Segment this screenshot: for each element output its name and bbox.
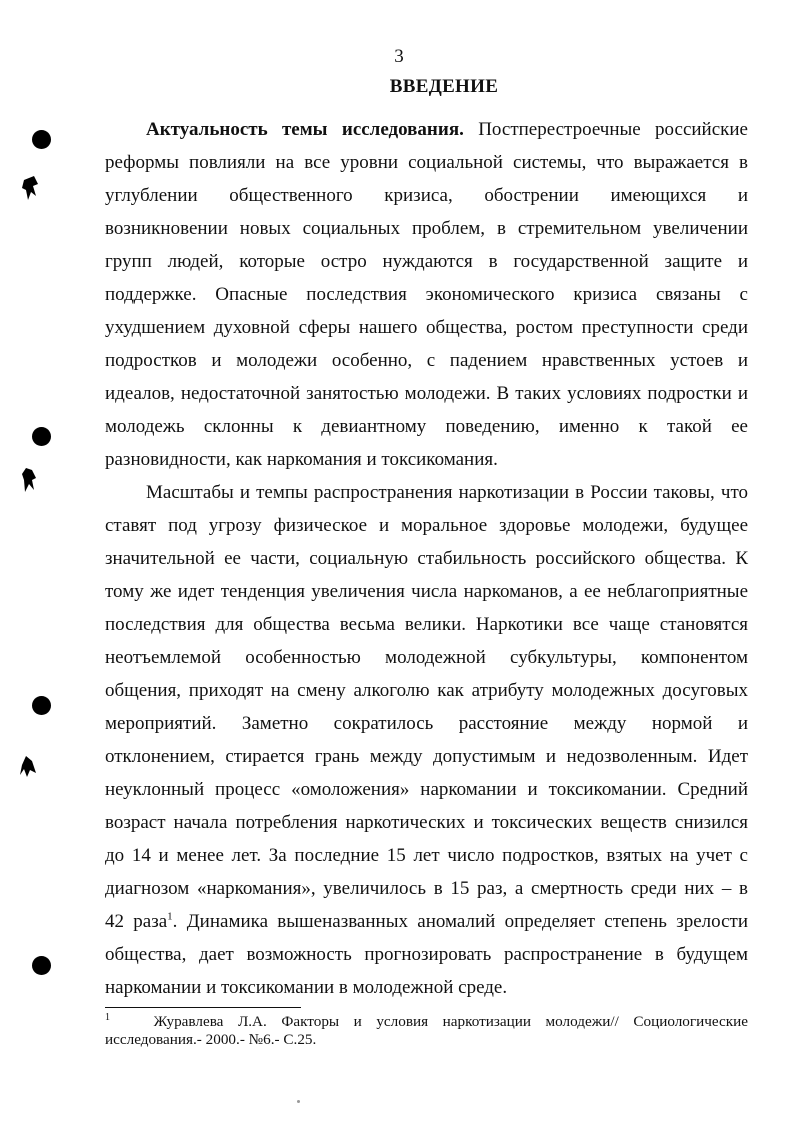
binding-hole-mark <box>32 956 51 975</box>
footnote-marker: 1 <box>105 1011 110 1023</box>
paragraph-line: подростков и молодежи особенно, с падением нравственных устоев и <box>105 350 748 371</box>
scan-speck <box>297 1100 300 1103</box>
paragraph-line: диагнозом «наркомания», увеличилось в 15 раз, а смертность среди них – в <box>105 878 748 899</box>
lead-bold-phrase: Актуальность темы исследования. <box>146 119 464 140</box>
binding-hole-mark <box>32 427 51 446</box>
scan-artifact-mark <box>18 753 38 781</box>
paragraph-line: разновидности, как наркомания и токсикомания. <box>105 449 498 470</box>
section-heading: ВВЕДЕНИЕ <box>389 76 499 97</box>
paragraph-line: общения, приходят на смену алкоголю как атрибуту молодежных досуговых <box>105 680 748 701</box>
footnote-reference: 1 <box>167 910 173 923</box>
paragraph-line: возникновении новых социальных проблем, в стремительном увеличении <box>105 218 748 239</box>
paragraph-line: 42 раза$^1$. Динамика вышеназванных аномалий определяет степень зрелости <box>105 910 748 932</box>
paragraph-line: тому же идет тенденция увеличения числа наркоманов, а ее неблагоприятные <box>105 581 748 602</box>
paragraph-line: идеалов, недостаточной занятостью молодежи. В таких условиях подростки и <box>105 383 748 404</box>
paragraph-line: углублении общественного кризиса, обострении имеющихся и <box>105 185 748 206</box>
paragraph-line: возраст начала потребления наркотических и токсических веществ снизился <box>105 812 748 833</box>
paragraph-line: мероприятий. Заметно сократилось расстояние между нормой и <box>105 713 748 734</box>
paragraph-line: групп людей, которые остро нуждаются в государственной защите и <box>105 251 748 272</box>
paragraph-line: до 14 и менее лет. За последние 15 лет число подростков, взятых на учет с <box>105 845 748 866</box>
paragraph-line: ставят под угрозу физическое и моральное здоровье молодежи, будущее <box>105 515 748 536</box>
footnote-separator <box>105 1007 301 1008</box>
scan-artifact-mark <box>20 174 40 202</box>
paragraph-line: общества, дает возможность прогнозировать распространение в будущем <box>105 944 748 965</box>
scan-artifact-mark <box>20 466 40 494</box>
paragraph-line: Масштабы и темпы распространения наркотизации в России таковы, что <box>146 482 748 503</box>
page-number: 3 <box>394 46 404 67</box>
paragraph-line: последствия для общества весьма велики. Наркотики все чаще становятся <box>105 614 748 635</box>
paragraph-line: поддержке. Опасные последствия экономического кризиса связаны с <box>105 284 748 305</box>
binding-hole-mark <box>32 696 51 715</box>
paragraph-line: неотъемлемой особенностью молодежной субкультуры, компонентом <box>105 647 748 668</box>
paragraph-line: Актуальность темы исследования. Постперестроечные российские <box>146 119 748 140</box>
paragraph-line: реформы повлияли на все уровни социальной системы, что выражается в <box>105 152 748 173</box>
paragraph-line: ухудшением духовной сферы нашего общества, ростом преступности среди <box>105 317 748 338</box>
binding-hole-mark <box>32 130 51 149</box>
footnote-line: исследования.- 2000.- №6.- С.25. <box>105 1031 317 1048</box>
paragraph-line: неуклонный процесс «омоложения» наркомании и токсикомании. Средний <box>105 779 748 800</box>
paragraph-line: молодежь склонны к девиантному поведению, именно к такой ее <box>105 416 748 437</box>
footnote-line: $^1$ Журавлева Л.А. Факторы и условия наркотизации молодежи// Социологические <box>105 1011 748 1030</box>
paragraph-line: значительной ее части, социальную стабильность российского общества. К <box>105 548 748 569</box>
paragraph-line: наркомании и токсикомании в молодежной среде. <box>105 977 508 998</box>
paragraph-line: отклонением, стирается грань между допустимым и недозволенным. Идет <box>105 746 748 767</box>
